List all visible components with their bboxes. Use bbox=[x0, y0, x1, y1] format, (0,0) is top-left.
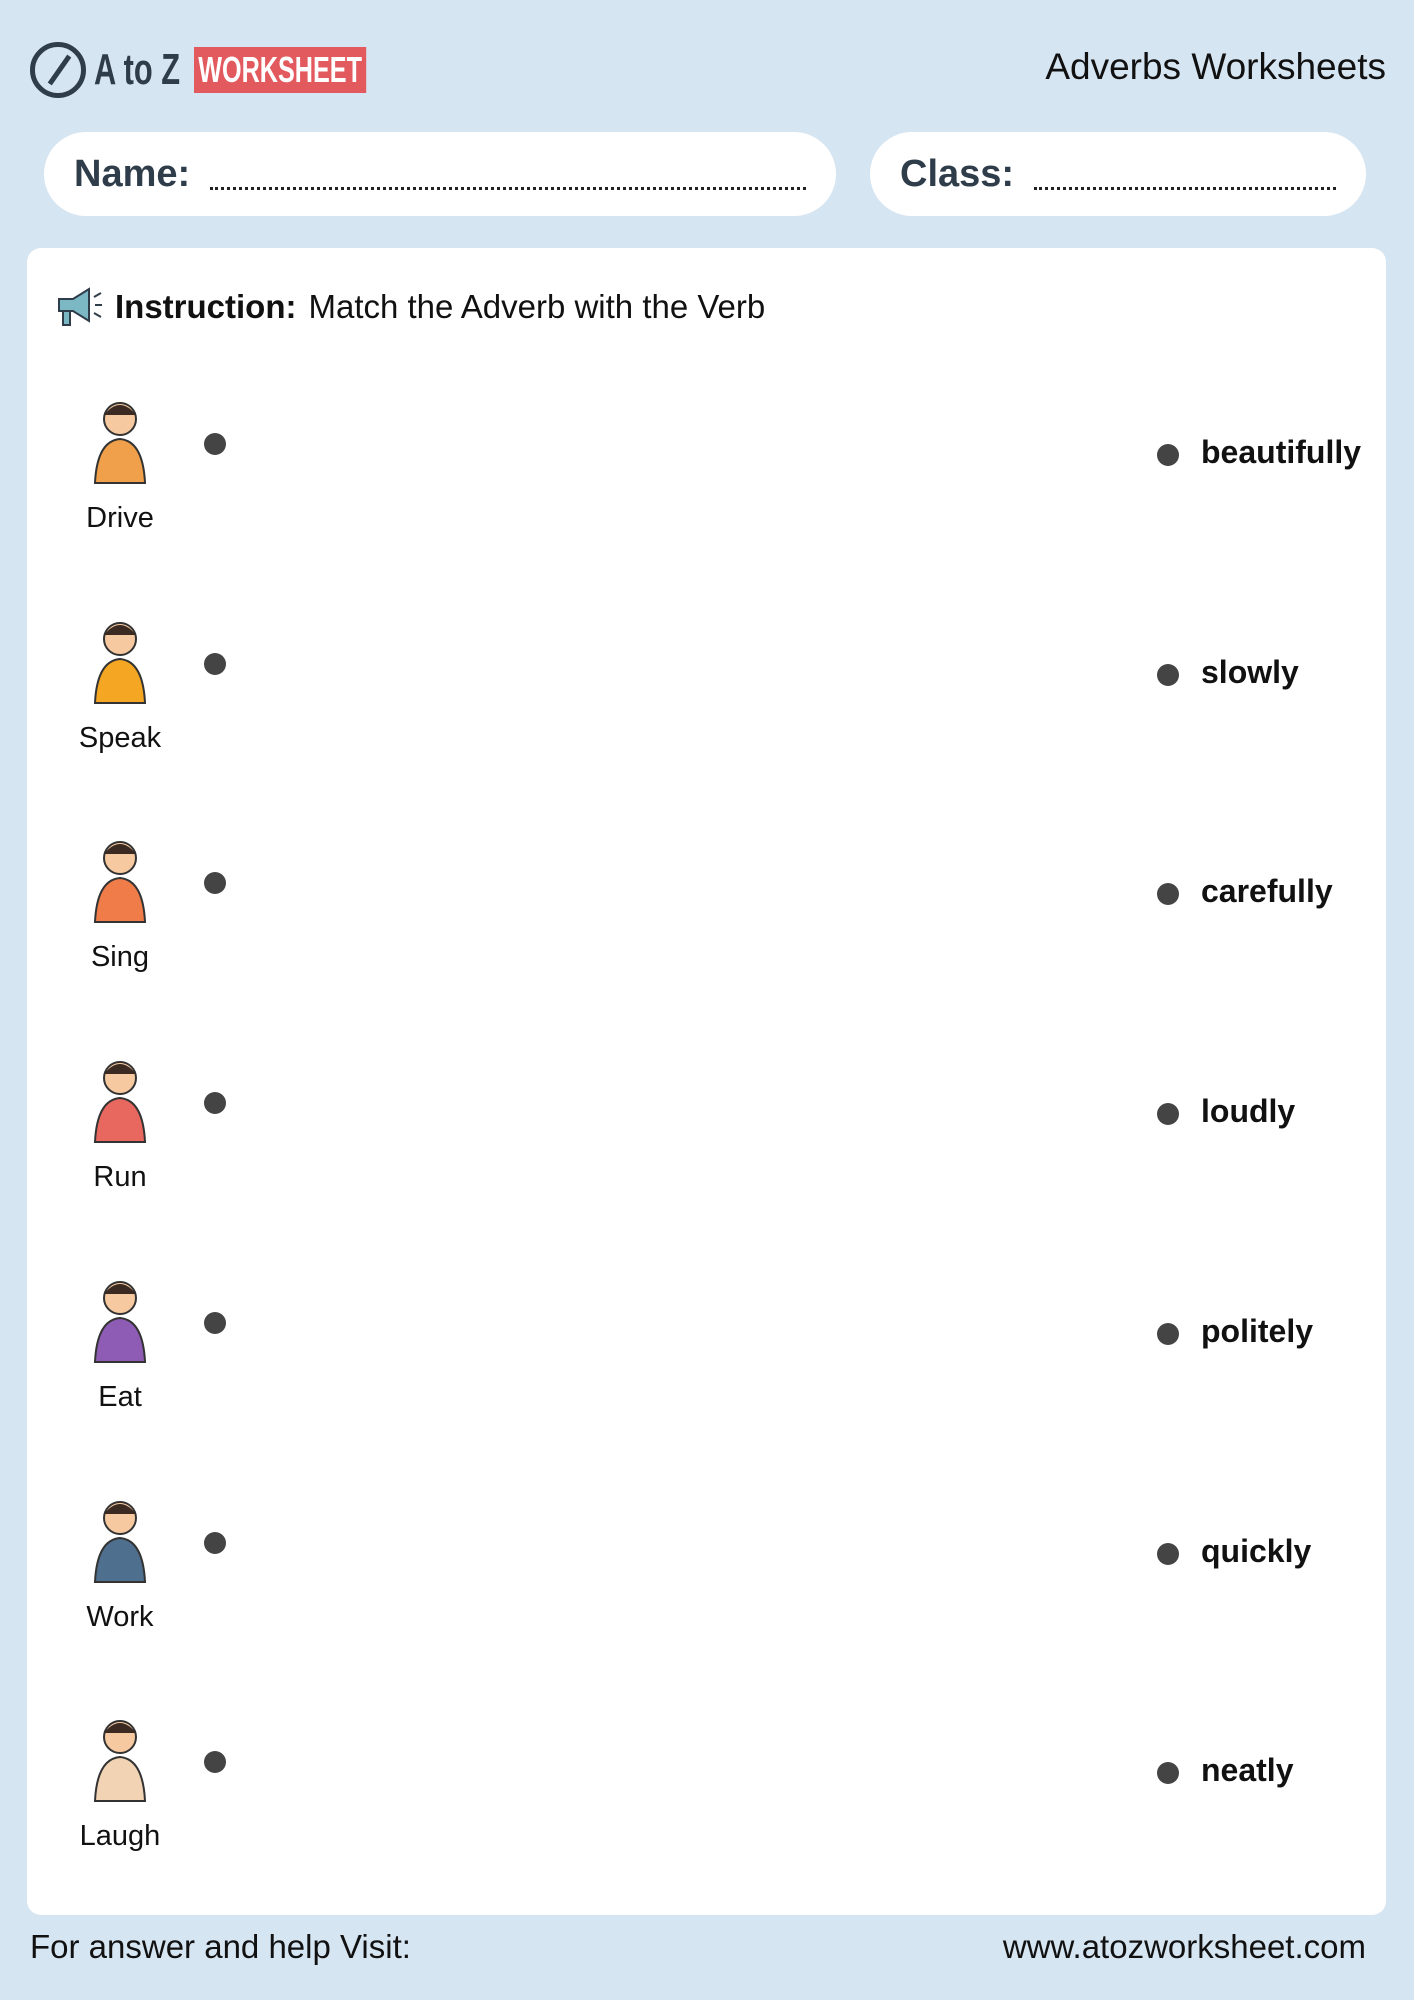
footer-help-text: For answer and help Visit: bbox=[30, 1928, 411, 1965]
adverb-match-dot[interactable] bbox=[1157, 444, 1179, 466]
verb-match-dot[interactable] bbox=[204, 653, 226, 675]
name-line[interactable] bbox=[210, 159, 806, 190]
verb-label: Drive bbox=[86, 502, 154, 534]
adverb-label: quickly bbox=[1201, 1532, 1312, 1569]
class-field[interactable] bbox=[870, 132, 1366, 216]
verb-match-dot[interactable] bbox=[204, 1532, 226, 1554]
verb-item-eat bbox=[55, 1274, 185, 1414]
verb-item-work bbox=[55, 1494, 185, 1634]
adverb-match-dot[interactable] bbox=[1157, 1103, 1179, 1125]
run-illustration-icon bbox=[75, 1054, 165, 1144]
drive-illustration-icon bbox=[75, 395, 165, 485]
logo-pen-icon bbox=[30, 42, 86, 98]
adverb-label: neatly bbox=[1201, 1752, 1294, 1789]
footer-website-link[interactable]: www.atozworksheet.com bbox=[1002, 1928, 1366, 1965]
verb-label: Speak bbox=[78, 721, 162, 754]
class-line[interactable] bbox=[1034, 159, 1336, 190]
verb-item-run bbox=[55, 1054, 185, 1194]
adverb-match-dot[interactable] bbox=[1157, 1323, 1179, 1345]
adverb-label: politely bbox=[1201, 1312, 1314, 1349]
adverb-match-dot[interactable] bbox=[1157, 1543, 1179, 1565]
verb-item-laugh bbox=[55, 1713, 185, 1853]
adverb-label: carefully bbox=[1201, 873, 1333, 910]
instruction-text: Match the Adverb with the Verb bbox=[308, 288, 766, 325]
name-label: Name: bbox=[74, 152, 191, 195]
logo bbox=[30, 38, 440, 102]
instruction-label: Instruction: bbox=[115, 288, 297, 325]
verb-item-drive bbox=[55, 395, 185, 535]
eat-illustration-icon bbox=[75, 1274, 165, 1364]
speak-illustration-icon bbox=[75, 615, 165, 705]
adverb-label: slowly bbox=[1201, 653, 1299, 690]
verb-label: Sing bbox=[90, 941, 150, 974]
page-title: Adverbs Worksheets bbox=[1045, 46, 1386, 87]
laugh-illustration-icon bbox=[75, 1713, 165, 1803]
verb-match-dot[interactable] bbox=[204, 433, 226, 455]
sing-illustration-icon bbox=[75, 834, 165, 924]
verb-label: Eat bbox=[98, 1380, 142, 1413]
verb-label: Laugh bbox=[79, 1820, 161, 1853]
verb-label: Work bbox=[86, 1600, 154, 1633]
adverb-label: loudly bbox=[1201, 1093, 1296, 1130]
verb-label: Run bbox=[93, 1161, 147, 1194]
logo-badge: WORKSHEET bbox=[194, 47, 366, 93]
name-field[interactable] bbox=[44, 132, 836, 216]
instruction bbox=[55, 285, 765, 329]
adverb-match-dot[interactable] bbox=[1157, 664, 1179, 686]
adverb-label: beautifully bbox=[1201, 434, 1362, 470]
work-illustration-icon bbox=[75, 1494, 165, 1584]
logo-text: A to Z bbox=[94, 45, 181, 94]
megaphone-icon bbox=[55, 285, 103, 329]
verb-match-dot[interactable] bbox=[204, 1092, 226, 1114]
verb-item-speak bbox=[55, 615, 185, 755]
verb-item-sing bbox=[55, 834, 185, 974]
worksheet-card bbox=[27, 248, 1386, 1915]
verb-match-dot[interactable] bbox=[204, 1312, 226, 1334]
class-label: Class: bbox=[900, 152, 1015, 195]
